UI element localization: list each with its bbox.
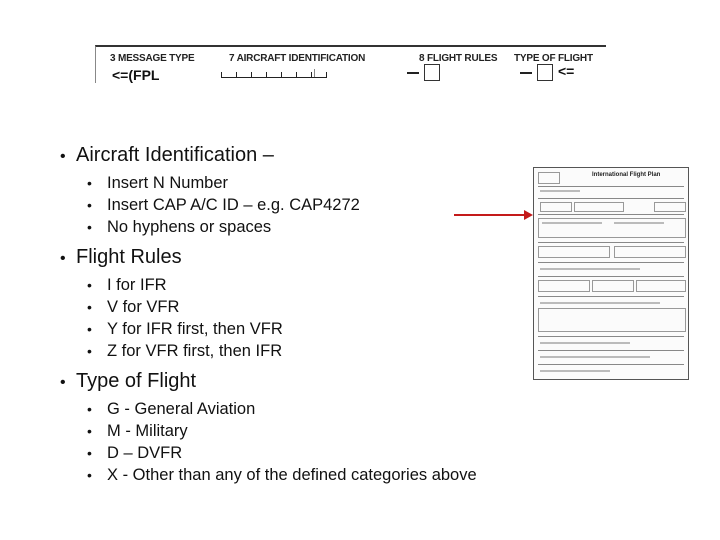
form-rule: [538, 364, 684, 365]
form-rule: [538, 262, 684, 263]
bullet-icon: •: [87, 423, 92, 439]
end-marker: <=: [558, 63, 575, 79]
section-type-of-flight: [60, 368, 530, 486]
list-item: [87, 296, 530, 318]
message-type-value: <=(FPL: [112, 67, 160, 83]
flight-plan-form-strip: [95, 45, 606, 83]
sub-list: [87, 274, 530, 362]
heading-text: Flight Rules: [76, 246, 182, 268]
form-rule: [538, 242, 684, 243]
list-item: [87, 274, 530, 296]
bullet-icon: •: [87, 445, 92, 461]
list-item: [87, 398, 530, 420]
sub-list: [87, 398, 530, 486]
aircraft-id-entry-boxes: [221, 77, 327, 78]
form-text-line: [540, 268, 640, 270]
form-field: [538, 246, 610, 258]
form-field: [538, 308, 686, 332]
form-text-line: [540, 190, 580, 192]
pointer-arrow-icon: [524, 210, 533, 220]
form-text-line: [540, 342, 630, 344]
bullet-icon: •: [87, 175, 92, 191]
list-item: [87, 318, 530, 340]
form-rule: [538, 350, 684, 351]
list-item-text: D – DVFR: [107, 444, 183, 462]
list-item-text: X - Other than any of the defined categories above: [107, 466, 477, 484]
list-item-text: Insert N Number: [107, 174, 229, 192]
bullet-icon: •: [87, 343, 92, 359]
form-field: [574, 202, 624, 212]
type-of-flight-dash: [520, 72, 532, 74]
list-item-text: V for VFR: [107, 298, 180, 316]
form-field: [636, 280, 686, 292]
list-item-text: M - Military: [107, 422, 188, 440]
section-aircraft-identification: [60, 142, 530, 238]
flight-rules-box: [424, 64, 440, 81]
bullet-icon: •: [60, 374, 66, 391]
bullet-icon: •: [87, 321, 92, 337]
flight-rules-dash: [407, 72, 419, 74]
flight-rules-label: 8 FLIGHT RULES: [419, 53, 498, 64]
form-rule: [538, 186, 684, 187]
list-item: [87, 340, 530, 362]
list-item-text: I for IFR: [107, 276, 167, 294]
form-field-highlighted: [538, 218, 686, 238]
list-item-text: Y for IFR first, then VFR: [107, 320, 283, 338]
pointer-arrow-line: [454, 214, 526, 216]
list-item-text: Insert CAP A/C ID – e.g. CAP4272: [107, 196, 360, 214]
bullet-icon: •: [60, 250, 66, 267]
bullet-content: [60, 142, 530, 492]
form-text-line: [540, 356, 650, 358]
form-field: [538, 280, 590, 292]
section-heading: [60, 142, 530, 170]
form-logo-block: [538, 172, 560, 184]
form-text-line: [614, 222, 664, 224]
bullet-icon: •: [87, 277, 92, 293]
list-item: [87, 420, 530, 442]
heading-text: Aircraft Identification –: [76, 144, 274, 166]
form-rule: [538, 214, 684, 215]
form-rule: [538, 276, 684, 277]
bullet-icon: •: [87, 401, 92, 417]
list-item-text: Z for VFR first, then IFR: [107, 342, 283, 360]
type-of-flight-label: TYPE OF FLIGHT: [514, 53, 593, 64]
form-field: [540, 202, 572, 212]
list-item-text: G - General Aviation: [107, 400, 256, 418]
form-text-line: [540, 370, 610, 372]
list-item: [87, 172, 530, 194]
message-type-label: 3 MESSAGE TYPE: [110, 53, 195, 64]
form-field: [654, 202, 686, 212]
list-item: [87, 464, 530, 486]
section-flight-rules: [60, 244, 530, 362]
form-field: [592, 280, 634, 292]
form-rule: [538, 336, 684, 337]
sub-list: [87, 172, 530, 238]
bullet-icon: •: [87, 299, 92, 315]
type-of-flight-box: [537, 64, 553, 81]
bullet-icon: •: [87, 197, 92, 213]
list-item: [87, 442, 530, 464]
form-rule: [538, 198, 684, 199]
flight-plan-form-thumbnail: [533, 167, 689, 380]
form-text-line: [540, 302, 660, 304]
heading-text: Type of Flight: [76, 370, 197, 392]
section-heading: [60, 368, 530, 396]
form-field: [614, 246, 686, 258]
list-item: [87, 216, 530, 238]
thumbnail-title: International Flight Plan: [592, 172, 661, 178]
aircraft-id-label: 7 AIRCRAFT IDENTIFICATION: [229, 53, 366, 64]
bullet-icon: •: [60, 148, 66, 165]
bullet-icon: •: [87, 467, 92, 483]
form-rule: [538, 296, 684, 297]
section-heading: [60, 244, 530, 272]
list-item-text: No hyphens or spaces: [107, 218, 272, 236]
list-item: [87, 194, 530, 216]
bullet-icon: •: [87, 219, 92, 235]
form-text-line: [542, 222, 602, 224]
